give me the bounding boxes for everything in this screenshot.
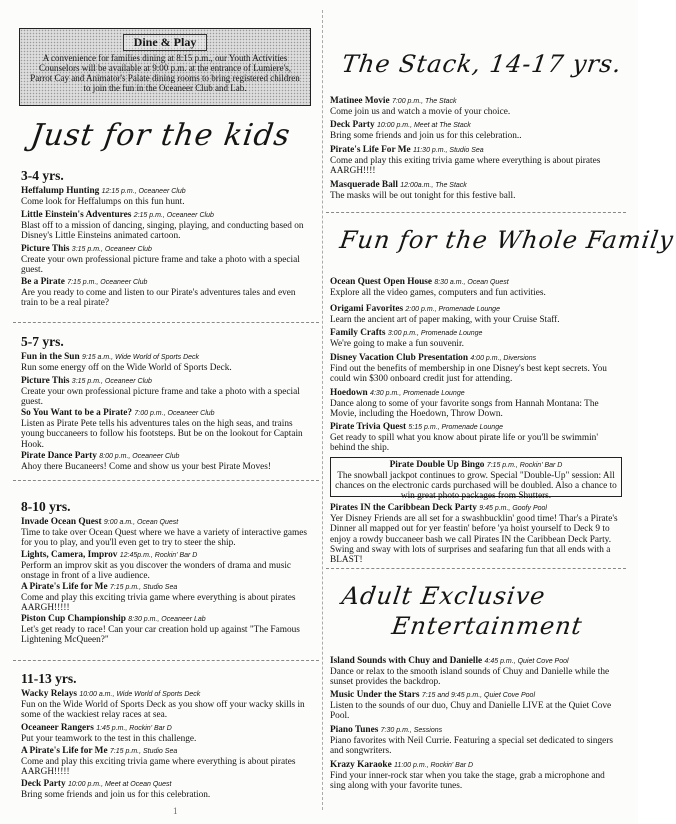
event-meta: 3:15 p.m., Oceaneer Club [71, 246, 152, 253]
event-meta: 9:45 p.m., Goofy Pool [479, 505, 547, 512]
page-mark: 1 [173, 806, 178, 816]
kids-heading: Just for the kids [28, 118, 293, 153]
event-description: Put your teamwork to the test in this challenge. [21, 734, 197, 745]
family-heading: Fun for the Whole Family [338, 226, 676, 254]
event-item [330, 145, 620, 177]
event-item [21, 451, 311, 472]
event-title: Invade Ocean Quest [21, 517, 102, 527]
event-description: Come and play this exciting trivia game where everything is about pirates AARGH!!!!! [21, 757, 296, 778]
event-meta: 5:15 p.m., Promenade Lounge [408, 424, 503, 431]
event-description: Create your own professional picture frame and take a photo with a special guest. [21, 387, 300, 408]
event-description: We're going to make a fun souvenir. [330, 339, 464, 350]
event-title: Ocean Quest Open House [330, 277, 433, 287]
dine-play-text: A convenience for families dining at 8:15 p.m., our Youth Activities Counselors will be available at 9:00 p.m. at the entrance of Lumiere's, Parrot Cay and Animator's Palate dining rooms to bring registered children to join the fun in the Oceaneer Club and Lab. [30, 53, 300, 93]
event-description: Bring some friends and join us for this celebration.. [330, 131, 522, 142]
event-meta: 7:15 and 9:45 p.m., Quiet Cove Pool [421, 692, 536, 699]
event-meta: 4:45 p.m., Quiet Cove Pool [484, 658, 569, 665]
event-meta: 10:00 p.m., Meet at The Stack [377, 122, 471, 129]
event-item [330, 277, 620, 298]
event-description: Come look for Heffalumps on this fun hunt. [21, 197, 185, 208]
event-meta: 11:30 p.m., Studio Sea [412, 147, 484, 154]
event-description: Bring some friends and join us for this celebration. [21, 790, 211, 801]
event-title: Lights, Camera, Improv [21, 550, 118, 560]
event-meta: 12:45p.m., Rockin' Bar D [119, 552, 198, 559]
event-title: Pirate's Life For Me [330, 145, 411, 155]
event-item [330, 180, 620, 201]
event-title: Music Under the Stars [330, 690, 420, 700]
event-item [330, 388, 620, 420]
event-description: Ahoy there Bucaneers! Come and show us your best Pirate Moves! [21, 462, 271, 473]
event-item [330, 328, 620, 349]
event-item [330, 760, 620, 792]
column-divider [322, 10, 323, 810]
event-title: Heffalump Hunting [21, 186, 100, 196]
event-description: Come and play this exciting trivia game where everything is about pirates AARGH!!!!! [21, 593, 296, 614]
event-item [21, 210, 311, 242]
event-meta: 7:00 p.m., Oceaneer Club [134, 410, 215, 417]
event-meta: 9:00 a.m., Ocean Quest [103, 519, 179, 526]
event-description: Create your own professional picture frame and take a photo with a special guest. [21, 255, 300, 276]
event-item [330, 690, 620, 722]
event-description: Yer Disney Friends are all set for a swashbucklin' good time! Thar's a Pirate's Dinner all mapped out for yer feastin' before 'ya hoist yourself to Deck 9 to enjoy a rowdy buccaneer bash we call Pirates IN the Caribbean Deck Party. Swing and sway with lots of surprises and seafaring fun that all ends with a BLAST! [330, 514, 618, 566]
event-meta: 12:00a.m., The Stack [400, 182, 467, 189]
event-title: Pirate Dance Party [21, 451, 97, 461]
stack-heading: The Stack, 14-17 yrs. [340, 50, 624, 78]
event-meta: 7:15 p.m., Rockin' Bar D [486, 462, 563, 469]
event-item [21, 723, 311, 744]
event-meta: 7:15 p.m., Oceaneer Club [67, 279, 148, 286]
event-title: Masquerade Ball [330, 180, 398, 190]
section-divider [13, 322, 319, 323]
event-title: Pirates IN the Caribbean Deck Party [330, 503, 477, 513]
event-meta: 4:30 p.m., Promenade Lounge [370, 390, 465, 397]
event-title: Little Einstein's Adventures [21, 210, 132, 220]
event-item [330, 656, 620, 688]
event-item [21, 779, 311, 800]
event-item [21, 376, 311, 408]
event-description: Blast off to a mission of dancing, singing, playing, and conducting based on Disney's Little Einsteins animated cartoon. [21, 221, 304, 242]
event-description: Learn the ancient art of paper making, with your Cruise Staff. [330, 315, 560, 326]
event-item [330, 503, 620, 565]
event-description: Time to take over Ocean Quest where we have a variety of interactive games for you to play, and you'll even get to try to steer the ship. [21, 528, 307, 549]
event-meta: 3:15 p.m., Oceaneer Club [71, 378, 152, 385]
event-description: Let's get ready to race! Can your car creation hold up against "The Famous Lightening McQueen?" [21, 625, 300, 646]
event-description: Come join us and watch a movie of your choice. [330, 107, 511, 118]
event-description: Fun on the Wide World of Sports Deck as you show off your wacky skills in some of the wackiest relay races at sea. [21, 700, 305, 721]
event-item [330, 353, 620, 385]
event-title: Deck Party [330, 120, 375, 130]
event-meta: 10:00 p.m., Meet at Ocean Quest [68, 781, 172, 788]
event-meta: 7:00 p.m., The Stack [391, 98, 457, 105]
event-item [21, 517, 311, 549]
event-title: Be a Pirate [21, 277, 65, 287]
event-description: Run some energy off on the Wide World of Sports Deck. [21, 363, 232, 374]
bingo-highlight-box [330, 457, 622, 501]
event-item [21, 352, 311, 373]
event-item [330, 304, 620, 325]
event-title: A Pirate's Life for Me [21, 582, 108, 592]
event-title: Disney Vacation Club Presentation [330, 353, 469, 363]
event-description: Dance along to some of your favorite songs from Hannah Montana: The Movie, including the Hoedown, Throw Down. [330, 399, 599, 420]
event-item [21, 277, 311, 309]
event-meta: 11:00 p.m., Rockin' Bar D [394, 762, 474, 769]
event-title: Piano Tunes [330, 725, 379, 735]
event-description: Perform an improv skit as you discover the wonders of drama and music onstage in front of a live audience. [21, 561, 292, 582]
event-title: Krazy Karaoke [330, 760, 392, 770]
event-title: Picture This [21, 244, 70, 254]
event-description: Explore all the video games, computers and fun activities. [330, 288, 546, 299]
event-item [330, 120, 620, 141]
event-title: Origami Favorites [330, 304, 404, 314]
event-item [21, 614, 311, 646]
event-title: Hoedown [330, 388, 368, 398]
event-item [21, 582, 311, 614]
event-title: Piston Cup Championship [21, 614, 126, 624]
event-title: Oceaneer Rangers [21, 723, 94, 733]
event-title: Pirate Trivia Quest [330, 422, 407, 432]
right-column [326, 0, 676, 824]
event-meta: 1:45 p.m., Rockin' Bar D [96, 725, 172, 732]
event-title: Island Sounds with Chuy and Danielle [330, 656, 483, 666]
event-title: Deck Party [21, 779, 66, 789]
event-item [330, 96, 620, 117]
event-meta: 9:15 a.m., Wide World of Sports Deck [81, 354, 200, 361]
section-divider [13, 660, 319, 661]
section-divider [326, 568, 626, 569]
event-description: The masks will be out tonight for this festive ball. [330, 191, 516, 202]
event-item [21, 689, 311, 721]
dine-play-title: Dine & Play [123, 34, 208, 51]
adult-heading-line1: Adult Exclusive [340, 582, 548, 610]
age-group-heading: 8-10 yrs. [21, 499, 71, 514]
event-meta: 12:15 p.m., Oceaneer Club [101, 188, 186, 195]
event-title: Fun in the Sun [21, 352, 80, 362]
event-description: Dance or relax to the smooth island sounds of Chuy and Danielle while the sunset provides the backdrop. [330, 667, 610, 688]
event-description: Find out the benefits of membership in one Disney's best kept secrets. You could win $300 onboard credit just for attending. [330, 364, 607, 385]
event-meta: 8:30 p.m., Oceaneer Lab [128, 616, 206, 623]
event-meta: 8:30 a.m., Ocean Quest [434, 279, 509, 286]
event-title: A Pirate's Life for Me [21, 746, 108, 756]
event-description: Listen to the sounds of our duo, Chuy and Danielle LIVE at the Quiet Cove Pool. [330, 701, 612, 722]
event-meta: 7:30 p.m., Sessions [380, 727, 443, 734]
event-description: Piano favorites with Neil Currie. Featuring a special set dedicated to singers and songwriters. [330, 736, 613, 757]
dine-play-box [19, 28, 311, 106]
event-item [330, 725, 620, 757]
event-meta: 4:00 p.m., Diversions [470, 355, 537, 362]
event-item [21, 186, 311, 207]
event-description: Listen as Pirate Pete tells his adventures tales on the high seas, and trains young buccaneers to follow his footsteps. But be on the lookout for Captain Hook. [21, 419, 303, 450]
section-divider [326, 212, 626, 213]
event-description: The snowball jackpot continues to grow. Special "Double-Up" session: All chances on the electronic cards purchased will be doubled. Also a chance to win great photo packages from Shutters. [335, 471, 617, 501]
event-item [330, 422, 620, 454]
event-item [21, 550, 311, 582]
event-item [21, 408, 311, 450]
event-description: Are you ready to come and listen to our Pirate's adventures tales and even train to be a real pirate? [21, 288, 296, 309]
event-description: Come and play this exiting trivia game where everything is about pirates AARGH!!!! [330, 156, 601, 177]
section-divider [13, 480, 319, 481]
event-meta: 2:00 p.m., Promenade Lounge [405, 306, 500, 313]
event-meta: 3:00 p.m., Promenade Lounge [387, 330, 483, 337]
event-item [21, 244, 311, 276]
event-title: Pirate Double Up Bingo [389, 460, 485, 470]
event-title: Wacky Relays [21, 689, 78, 699]
event-meta: 7:15 p.m., Studio Sea [109, 748, 178, 755]
event-item [21, 746, 311, 778]
event-title: Family Crafts [330, 328, 386, 338]
event-meta: 8:00 p.m., Oceaneer Club [99, 453, 180, 460]
adult-heading-line2: Entertainment [390, 612, 585, 640]
left-column [13, 0, 319, 824]
event-meta: 7:15 p.m., Studio Sea [109, 584, 178, 591]
event-meta: 2:15 p.m., Oceaneer Club [133, 212, 214, 219]
age-group-heading: 5-7 yrs. [21, 334, 64, 349]
age-group-heading: 3-4 yrs. [21, 168, 64, 183]
event-meta: 10:00 a.m., Wide World of Sports Deck [79, 691, 201, 698]
event-description: Get ready to spill what you know about pirate life or you'll be swimmin' behind the ship. [330, 433, 599, 454]
event-title: So You Want to be a Pirate? [21, 408, 133, 418]
event-title: Picture This [21, 376, 70, 386]
age-group-heading: 11-13 yrs. [21, 671, 77, 686]
event-title: Matinee Movie [330, 96, 390, 106]
event-description: Find your inner-rock star when you take the stage, grab a microphone and sing along with your favorite tunes. [330, 771, 605, 792]
